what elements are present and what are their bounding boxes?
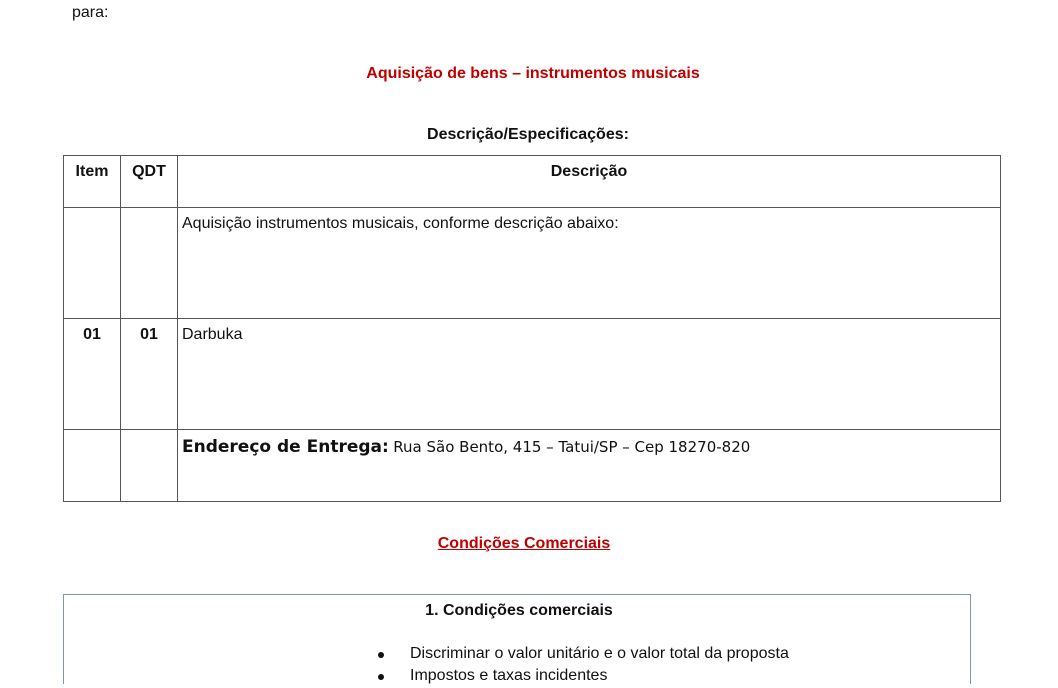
intro-text: para: (72, 4, 109, 21)
list-item (375, 644, 789, 666)
delivery-address-label: Endereço de Entrega: (182, 437, 389, 457)
delivery-address-value: Rua São Bento, 415 – Tatui/SP – Cep 18270-820 (393, 438, 751, 456)
item-description-cell: Darbuka (178, 319, 1001, 430)
list-item-text: Impostos e taxas incidentes (410, 667, 608, 684)
empty-cell (64, 430, 121, 502)
empty-cell (121, 430, 178, 502)
conditions-box-title: 1. Condições comerciais (425, 602, 613, 619)
conditions-title: Condições Comerciais (437, 535, 611, 552)
header-item: Item (64, 156, 121, 208)
specification-table (63, 155, 1001, 502)
table-row (64, 319, 1001, 430)
address-row (64, 430, 1001, 502)
list-item-text: Discriminar o valor unitário e o valor total da proposta (410, 645, 789, 662)
table-header-row (64, 156, 1001, 208)
document-heading: Aquisição de bens – instrumentos musicais (366, 65, 700, 82)
bullet-icon (378, 652, 384, 658)
item-qty-cell: 01 (121, 319, 178, 430)
conditions-list (375, 644, 789, 688)
item-number-cell: 01 (64, 319, 121, 430)
empty-cell (121, 208, 178, 319)
delivery-address-cell (178, 430, 1001, 502)
list-item (375, 666, 789, 688)
intro-description-cell: Aquisição instrumentos musicais, conforme descrição abaixo: (178, 208, 1001, 319)
table-row (64, 208, 1001, 319)
header-qty: QDT (121, 156, 178, 208)
empty-cell (64, 208, 121, 319)
spec-heading: Descrição/Especificações: (427, 126, 629, 143)
header-description: Descrição (178, 156, 1001, 208)
